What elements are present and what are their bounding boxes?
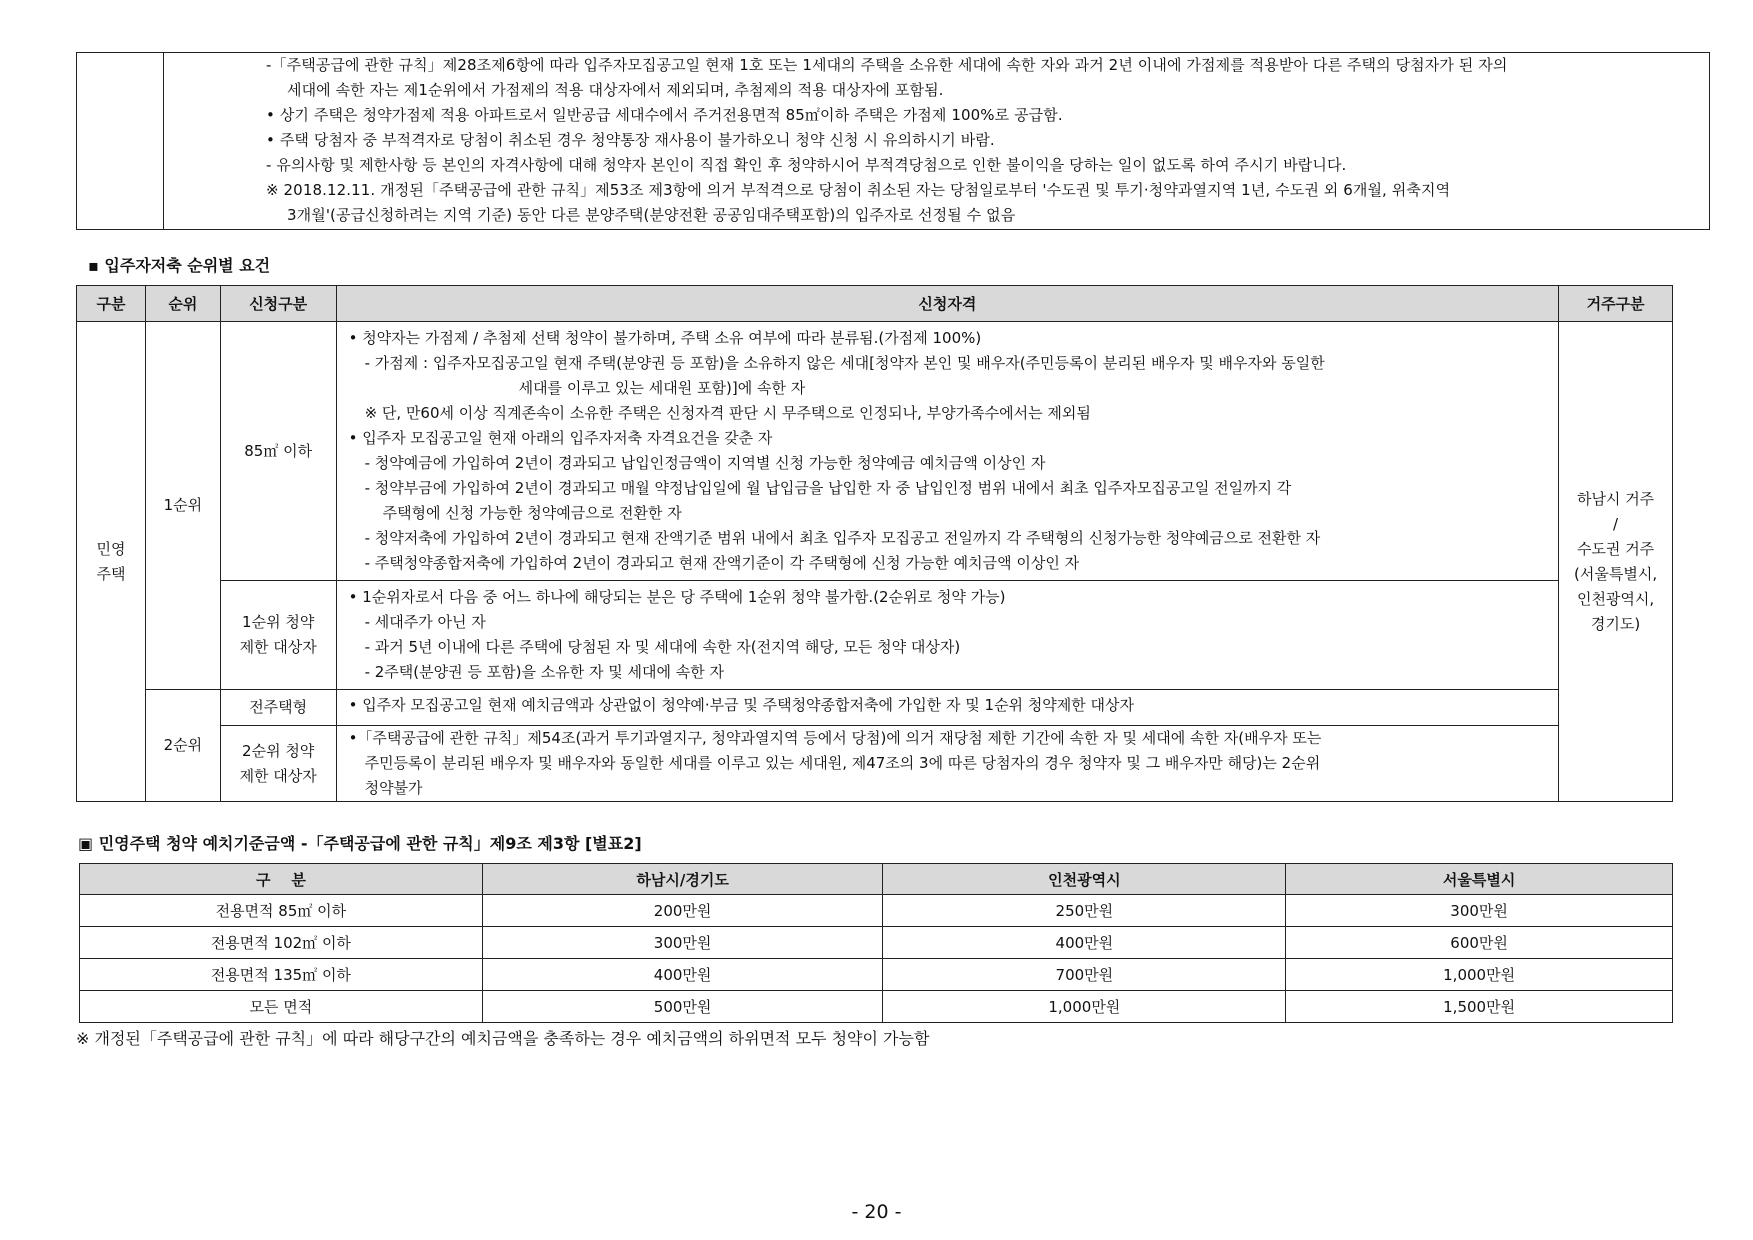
qualification-cell	[336, 690, 1559, 726]
notice-line: • 주택 당첨자 중 부적격자로 당첨이 취소된 경우 청약통장 재사용이 불가하오니 청약 신청 시 유의하시기 바람.	[266, 131, 995, 149]
qualification-cell	[336, 322, 1559, 581]
qualification-line: - 청약부금에 가입하여 2년이 경과되고 매월 약정납입일에 월 납입금을 납입한 자 중 납입인정 범위 내에서 최초 입주자모집공고일 전일까지 각	[364, 479, 1292, 497]
qualification-line: - 세대주가 아닌 자	[364, 613, 486, 631]
notice-body	[164, 53, 1710, 230]
qualification-line: - 2주택(분양권 등 포함)을 소유한 자 및 세대에 속한 자	[364, 663, 724, 681]
qualification-line: 주민등록이 분리된 배우자 및 배우자와 동일한 세대를 이루고 있는 세대원, 제47조의 3에 따른 당첨자의 경우 청약자 및 그 배우자만 해당)는 2순위	[364, 754, 1321, 772]
qualification-line: - 과거 5년 이내에 다른 주택에 당첨된 자 및 세대에 속한 자(전지역 해당, 모든 청약 대상자)	[364, 638, 961, 656]
column-header: 하남시/경기도	[482, 864, 883, 895]
amount-cell: 400만원	[482, 959, 883, 991]
column-header: 서울특별시	[1286, 864, 1673, 895]
notice-lead-cell	[77, 53, 164, 230]
apply-type-cell: 85㎡ 이하	[220, 322, 336, 581]
amount-cell: 300만원	[1286, 895, 1673, 927]
table-header-row	[77, 286, 1673, 322]
amount-cell: 500만원	[482, 991, 883, 1023]
table-row	[80, 895, 1673, 927]
qualification-line: - 주택청약종합저축에 가입하여 2년이 경과되고 현재 잔액기준이 각 주택형에 신청 가능한 예치금액 이상인 자	[364, 554, 1080, 572]
column-header: 인천광역시	[883, 864, 1286, 895]
section-title-eligibility: ▪ 입주자저축 순위별 요건	[88, 256, 271, 275]
qualification-line: - 청약저축에 가입하여 2년이 경과되고 현재 잔액기준 범위 내에서 최초 입주자 모집공고 전일까지 각 주택형의 신청가능한 청약예금으로 전환한 자	[364, 529, 1321, 547]
column-header: 신청자격	[336, 286, 1559, 322]
qualification-line: - 청약예금에 가입하여 2년이 경과되고 납입인정금액이 지역별 신청 가능한 청약예금 예치금액 이상인 자	[364, 454, 1046, 472]
amount-cell: 300만원	[482, 927, 883, 959]
qualification-line: •「주택공급에 관한 규칙」제54조(과거 투기과열지구, 청약과열지역 등에서 당첨)에 의거 재당첨 제한 기간에 속한 자 및 세대에 속한 자(배우자 또는	[348, 729, 1322, 747]
table-row	[80, 991, 1673, 1023]
deposit-table	[79, 863, 1673, 1023]
notice-line: ※ 2018.12.11. 개정된「주택공급에 관한 규칙」제53조 제3항에 의거 부적격으로 당첨이 취소된 자는 당첨일로부터 '수도권 및 투기·청약과열지역 1년, 수도권 외 6개월, 위축지역	[266, 181, 1451, 199]
apply-type-cell: 1순위 청약 제한 대상자	[220, 581, 336, 690]
area-cell: 전용면적 102㎡ 이하	[80, 927, 483, 959]
table-row	[80, 927, 1673, 959]
notice-line: - 유의사항 및 제한사항 등 본인의 자격사항에 대해 청약자 본인이 직접 확인 후 청약하시어 부적격당첨으로 인한 불이익을 당하는 일이 없도록 하여 주시기 바랍니다.	[266, 156, 1347, 174]
table-row	[77, 726, 1673, 802]
category-cell: 민영 주택	[77, 322, 146, 802]
page-number: - 20 -	[851, 1201, 902, 1223]
notice-box	[76, 52, 1710, 230]
table-row	[77, 690, 1673, 726]
rank-cell: 1순위	[145, 322, 220, 690]
residence-cell: 하남시 거주 / 수도권 거주 (서울특별시, 인천광역시, 경기도)	[1559, 322, 1673, 802]
amount-cell: 1,500만원	[1286, 991, 1673, 1023]
qualification-line: • 청약자는 가점제 / 추첨제 선택 청약이 불가하며, 주택 소유 여부에 따라 분류됨.(가점제 100%)	[348, 329, 982, 347]
qualification-line: ※ 단, 만60세 이상 직계존속이 소유한 주택은 신청자격 판단 시 무주택으로 인정되나, 부양가족수에서는 제외됨	[364, 404, 1091, 422]
qualification-line: • 입주자 모집공고일 현재 예치금액과 상관없이 청약예·부금 및 주택청약종합저축에 가입한 자 및 1순위 청약제한 대상자	[348, 696, 1135, 714]
amount-cell: 250만원	[883, 895, 1286, 927]
amount-cell: 600만원	[1286, 927, 1673, 959]
column-header: 순위	[145, 286, 220, 322]
qualification-cell	[336, 581, 1559, 690]
column-header: 신청구분	[220, 286, 336, 322]
table-row	[77, 581, 1673, 690]
footnote: ※ 개정된「주택공급에 관한 규칙」에 따라 해당구간의 예치금액을 충족하는 경우 예치금액의 하위면적 모두 청약이 가능함	[76, 1029, 930, 1048]
qualification-cell	[336, 726, 1559, 802]
notice-line: -「주택공급에 관한 규칙」제28조제6항에 따라 입주자모집공고일 현재 1호 또는 1세대의 주택을 소유한 세대에 속한 자와 과거 2년 이내에 가점제를 적용받아 다른 주택의 당첨자가 된 자의	[266, 56, 1508, 74]
amount-cell: 400만원	[883, 927, 1286, 959]
column-header: 구 분	[80, 864, 483, 895]
apply-type-cell: 전주택형	[220, 690, 336, 726]
apply-type-cell: 2순위 청약 제한 대상자	[220, 726, 336, 802]
amount-cell: 200만원	[482, 895, 883, 927]
qualification-line: 주택형에 신청 가능한 청약예금으로 전환한 자	[382, 504, 682, 522]
qualification-line: • 입주자 모집공고일 현재 아래의 입주자저축 자격요건을 갖춘 자	[348, 429, 773, 447]
notice-line: 3개월'(공급신청하려는 지역 기준) 동안 다른 분양주택(분양전환 공공임대주택포함)의 입주자로 선정될 수 없음	[287, 206, 1016, 224]
area-cell: 모든 면적	[80, 991, 483, 1023]
section-title-deposit: ▣ 민영주택 청약 예치기준금액 -「주택공급에 관한 규칙」제9조 제3항 [별표2]	[78, 834, 642, 853]
rank-cell: 2순위	[145, 690, 220, 802]
qualification-line: - 가점제 : 입주자모집공고일 현재 주택(분양권 등 포함)을 소유하지 않은 세대[청약자 본인 및 배우자(주민등록이 분리된 배우자 및 배우자와 동일한	[364, 354, 1325, 372]
notice-line: • 상기 주택은 청약가점제 적용 아파트로서 일반공급 세대수에서 주거전용면적 85㎡이하 주택은 가점제 100%로 공급함.	[266, 106, 1063, 124]
area-cell: 전용면적 85㎡ 이하	[80, 895, 483, 927]
table-row	[80, 959, 1673, 991]
column-header: 거주구분	[1559, 286, 1673, 322]
notice-line: 세대에 속한 자는 제1순위에서 가점제의 적용 대상자에서 제외되며, 추첨제의 적용 대상자에 포함됨.	[287, 81, 944, 99]
amount-cell: 1,000만원	[1286, 959, 1673, 991]
eligibility-table	[76, 285, 1673, 802]
amount-cell: 700만원	[883, 959, 1286, 991]
qualification-line: • 1순위자로서 다음 중 어느 하나에 해당되는 분은 당 주택에 1순위 청약 불가함.(2순위로 청약 가능)	[348, 588, 1006, 606]
qualification-line: 청약불가	[364, 779, 423, 797]
qualification-line: 세대를 이루고 있는 세대원 포함)]에 속한 자	[518, 379, 806, 397]
amount-cell: 1,000만원	[883, 991, 1286, 1023]
area-cell: 전용면적 135㎡ 이하	[80, 959, 483, 991]
table-header-row	[80, 864, 1673, 895]
column-header: 구분	[77, 286, 146, 322]
table-row	[77, 322, 1673, 581]
